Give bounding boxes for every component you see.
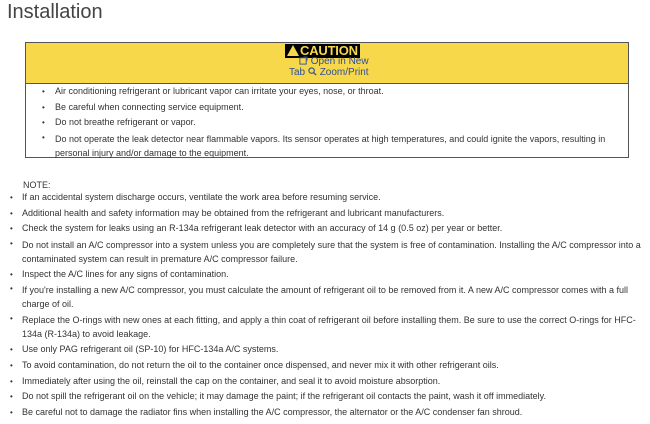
caution-item: • Air conditioning refrigerant or lubricant vapor can irritate your eyes, nose, or throat. [26, 84, 628, 100]
note-item: • Immediately after using the oil, reinstall the cap on the container, and seal it to avoid moisture absorption. [0, 374, 645, 390]
zoom-icon[interactable] [308, 67, 317, 76]
open-in-new-tab-link[interactable]: Tab [289, 67, 306, 78]
note-item: • Do not install an A/C compressor into a system unless you are completely sure that the system is free of contamination. Installing the A/C compressor into a contaminated system can result in premature A/C compressor failure. [0, 237, 645, 267]
caution-header [26, 43, 628, 84]
caution-image-actions [289, 56, 379, 78]
note-item: • If an accidental system discharge occurs, ventilate the work area before resuming service. [0, 190, 645, 206]
note-item: • Use only PAG refrigerant oil (SP-10) for HFC-134a A/C systems. [0, 342, 645, 358]
open-in-new-link[interactable]: Open in New [310, 56, 369, 67]
note-item: • Replace the O-rings with new ones at each fitting, and apply a thin coat of refrigerant oil before installing them. Be sure to use the correct O-rings for HFC-134a (R-134a) to avoid leakage. [0, 312, 645, 342]
note-item: • To avoid contamination, do not return the oil to the container once dispensed, and never mix it with other refrigerant oils. [0, 358, 645, 374]
caution-label-text: CAUTION [300, 43, 358, 58]
note-item: • If you're installing a new A/C compressor, you must calculate the amount of refrigerant oil to be removed from it. A new A/C compressor comes with a full charge of oil. [0, 282, 645, 312]
caution-item: • Do not breathe refrigerant or vapor. [26, 115, 628, 131]
caution-graphic [285, 43, 369, 78]
note-list [0, 190, 645, 420]
note-label: NOTE: [23, 180, 51, 190]
caution-box [25, 42, 629, 158]
caution-list [26, 84, 628, 160]
caution-item: • Do not operate the leak detector near flammable vapors. Its sensor operates at high temperatures, and could ignite the vapors, resulting in personal injury and/or damage to the equipment. [26, 131, 628, 160]
page-title: Installation [7, 1, 103, 23]
zoom-print-link[interactable]: Zoom/Print [319, 67, 369, 78]
open-new-tab-icon[interactable] [299, 56, 308, 65]
note-item: • Do not spill the refrigerant oil on the vehicle; it may damage the paint; if the refrigerant oil contacts the paint, wash it off immediately. [0, 389, 645, 405]
note-item: • Be careful not to damage the radiator fins when installing the A/C compressor, the alternator or the A/C condenser fan shroud. [0, 405, 645, 421]
caution-item: • Be careful when connecting service equipment. [26, 100, 628, 116]
note-item: • Additional health and safety information may be obtained from the refrigerant and lubricant manufacturers. [0, 206, 645, 222]
note-item: • Check the system for leaks using an R-134a refrigerant leak detector with an accuracy of 14 g (0.5 oz) per year or better. [0, 221, 645, 237]
warning-triangle-icon [287, 45, 299, 56]
note-item: • Inspect the A/C lines for any signs of contamination. [0, 267, 645, 283]
